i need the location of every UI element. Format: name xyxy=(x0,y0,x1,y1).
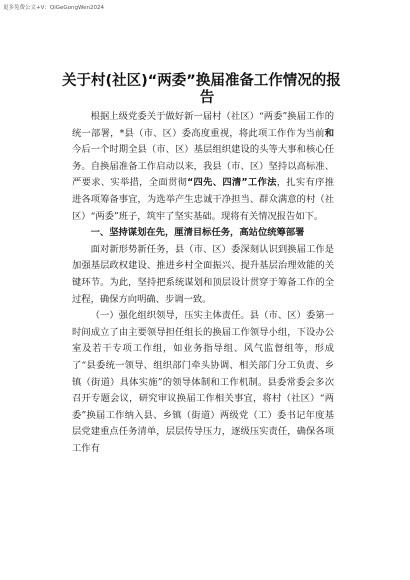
paragraph-intro-bold-2: “四先、四清”工作法 xyxy=(187,177,277,189)
watermark-text: 更多免费公文+V：QiGeGongWen2024 xyxy=(3,5,104,11)
paragraph-intro-part-2: 今后一个时期全县（市、区）基层组织建设的头等大事和核心任务。自换届准备工作启动以来，我县（市、区）坚持以高标准、严要求、实举措，全面贯彻 xyxy=(72,144,334,189)
paragraph-section-1: 面对新形势新任务，县（市、区）委深刻认识到换届工作是加强基层政权建设、推进乡村全面振兴、提升基层治理效能的关键环节。为此，坚持把系统谋划和顶层设计贯穿于筹备工作的全过程，确保方向明确、步调一致。 xyxy=(72,243,334,305)
paragraph-intro-part-3: ，扎实有序推进各项筹备事宜，为选举产生忠诚干净担当、群众满意的村（社区）“两委”班子，筑牢了坚实基础。现将有关情况报告如下。 xyxy=(72,177,334,222)
paragraph-intro-bold-1: 和 xyxy=(324,127,334,139)
section-heading-1: 一、坚持谋划在先，厘清目标任务，高站位统筹部署 xyxy=(90,227,305,239)
paragraph-intro-part-1: 根据上级党委关于做好新一届村（社区）“两委”换届工作的统一部署，*县（市、区）委高度重视，将此项工作作为当前 xyxy=(72,111,334,139)
paragraph-intro xyxy=(72,109,334,225)
title-line-1: 关于村(社区)“两委”换届准备工作情况的报 xyxy=(62,73,341,89)
title-line-2: 告 xyxy=(199,90,215,106)
document-body xyxy=(72,109,334,457)
document-title xyxy=(62,73,352,107)
paragraph-subsection-1: （一）强化组织领导，压实主体责任。县（市、区）委第一时间成立了由主要领导担任组长的换届工作领导小组，下设办公室及若干专项工作组，如业务指导组、风气监督组等，形成了“县委统一领导、组织部门牵头协调、相关部门分工负责、乡镇（街道）具体实施”的领导体制和工作机制。县委常委会多次召开专题会议，研究审议换届工作相关事宜，将村（社区）“两委”换届工作纳入县、乡镇（街道）两级党（工）委书记年度基层党建重点任务清单，层层传导压力，逐级压实责任，确保各项工作有 xyxy=(72,310,334,454)
